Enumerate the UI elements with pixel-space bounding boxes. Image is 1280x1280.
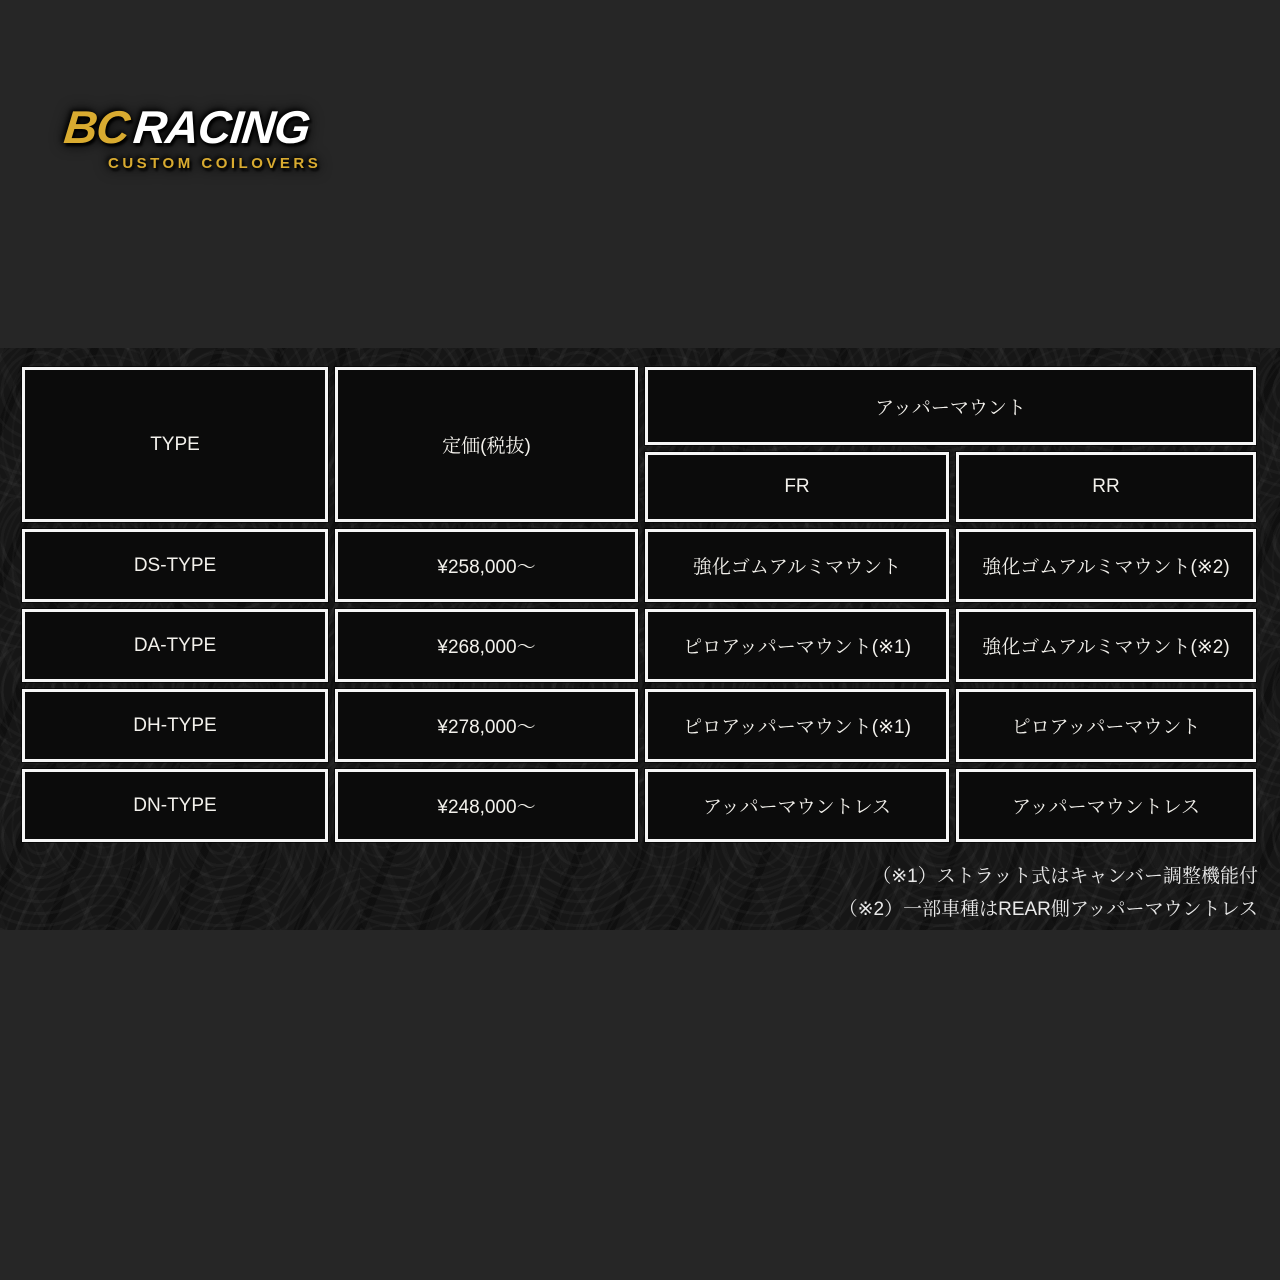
pattern-band [0,348,1280,930]
brand-logo-wordmark [61,101,326,153]
row-dn-type-label: DN-TYPE [22,769,328,842]
row-dh-rr-mount: ピロアッパーマウント [956,689,1256,762]
header-price: 定価(税抜) [335,367,638,522]
price-table [22,367,1256,842]
footnote-2: （※2）一部車種はREAR側アッパーマウントレス [838,899,1258,920]
row-dn-fr-mount: アッパーマウントレス [645,769,949,842]
row-da-fr-mount: ピロアッパーマウント(※1) [645,609,949,682]
row-ds-fr-mount: 強化ゴムアルミマウント [645,529,949,602]
row-dn-price: ¥248,000～ [335,769,638,842]
row-ds-type-label: DS-TYPE [22,529,328,602]
row-ds-price: ¥258,000～ [335,529,638,602]
row-ds-rr-mount: 強化ゴムアルミマウント(※2) [956,529,1256,602]
row-dh-price: ¥278,000～ [335,689,638,762]
brand-logo-racing-text: RACING [131,101,313,153]
brand-logo-tagline: CUSTOM COILOVERS [108,155,322,172]
footnotes [839,860,1258,926]
row-dn-rr-mount: アッパーマウントレス [956,769,1256,842]
header-rr: RR [956,452,1256,522]
row-dh-fr-mount: ピロアッパーマウント(※1) [645,689,949,762]
row-da-price: ¥268,000～ [335,609,638,682]
header-fr: FR [645,452,949,522]
row-da-type-label: DA-TYPE [22,609,328,682]
brand-logo-bc-text: BC [61,101,132,153]
brand-logo [61,101,322,172]
footnote-1: （※1）ストラット式はキャンバー調整機能付 [872,866,1258,887]
row-dh-type-label: DH-TYPE [22,689,328,762]
header-type: TYPE [22,367,328,522]
row-da-rr-mount: 強化ゴムアルミマウント(※2) [956,609,1256,682]
header-upper-mount: アッパーマウント [645,367,1256,445]
